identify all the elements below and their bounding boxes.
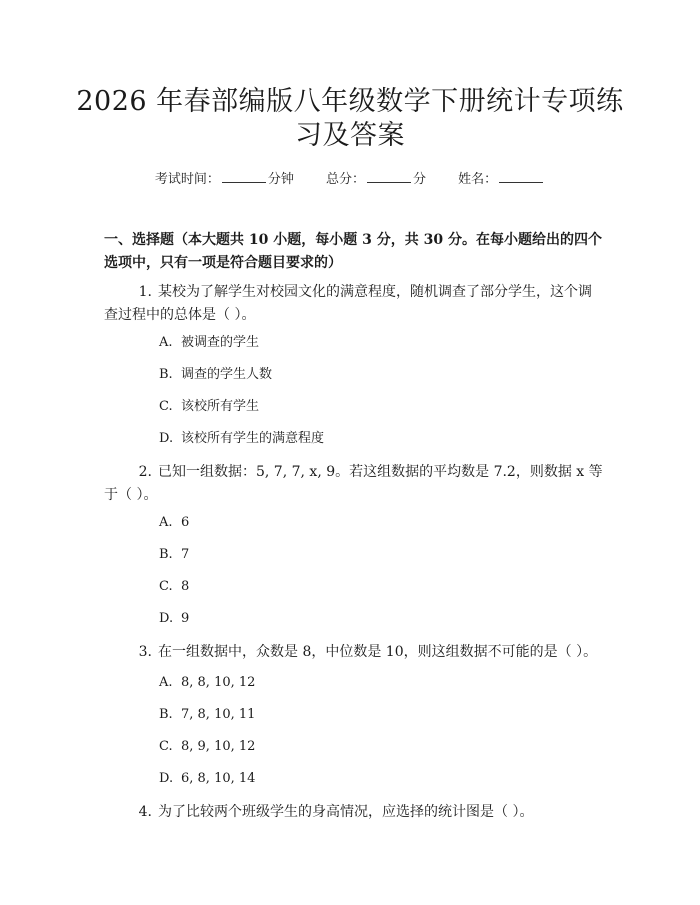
option-text: 8	[181, 579, 190, 594]
question-4	[104, 801, 604, 824]
option-letter: A.	[159, 515, 173, 530]
option-text: 该校所有学生	[181, 399, 260, 414]
option-text: 7, 8, 10, 11	[181, 707, 256, 722]
option-text: 9	[181, 611, 190, 626]
option-letter: D.	[159, 431, 174, 446]
total-score-blank	[367, 170, 411, 183]
question-2-option-d	[159, 610, 189, 628]
question-3-option-a	[159, 674, 255, 692]
question-number: 2.	[138, 464, 152, 480]
question-3-option-c	[159, 738, 255, 756]
option-letter: D.	[159, 611, 174, 626]
option-letter: D.	[159, 771, 174, 786]
total-score-label: 总分：	[325, 172, 365, 187]
question-1-option-a	[159, 334, 259, 352]
question-3	[104, 641, 604, 664]
exam-time-label: 考试时间：	[154, 172, 220, 187]
option-letter: A.	[159, 675, 173, 690]
option-text: 7	[181, 547, 190, 562]
question-1-option-c	[159, 398, 259, 416]
option-text: 该校所有学生的满意程度	[181, 431, 325, 446]
question-text: 在一组数据中，众数是 8，中位数是 10，则这组数据不可能的是（ ）。	[158, 644, 598, 660]
option-letter: C.	[159, 399, 173, 414]
student-name-blank	[499, 170, 543, 183]
question-text: 已知一组数据：5, 7, 7, x, 9。若这组数据的平均数是 7.2，则数据 x 等于（ ）。	[104, 464, 603, 503]
option-letter: B.	[159, 547, 173, 562]
option-letter: C.	[159, 579, 173, 594]
option-text: 6	[181, 515, 190, 530]
section-heading: 一、选择题（本大题共 10 小题，每小题 3 分，共 30 分。在每小题给出的四个选项中，只有一项是符合题目要求的）	[104, 232, 602, 271]
question-3-option-d	[159, 770, 255, 788]
question-number: 3.	[138, 644, 152, 660]
total-score-unit: 分	[413, 172, 427, 187]
question-text: 某校为了解学生对校园文化的满意程度，随机调查了部分学生，这个调查过程中的总体是（ ）。	[104, 284, 592, 323]
option-text: 被调查的学生	[181, 335, 260, 350]
question-1-option-b	[159, 366, 272, 384]
question-2	[104, 461, 604, 507]
option-text: 8, 9, 10, 12	[181, 739, 256, 754]
page-title-line-1: 2026 年春部编版八年级数学下册统计专项练	[76, 86, 624, 117]
option-letter: A.	[159, 335, 173, 350]
student-name	[458, 170, 545, 189]
option-letter: B.	[159, 707, 173, 722]
question-1-option-d	[159, 430, 324, 448]
option-text: 调查的学生人数	[181, 367, 273, 382]
question-2-option-a	[159, 514, 189, 532]
exam-time	[155, 170, 294, 189]
question-1	[104, 281, 604, 327]
option-letter: C.	[159, 739, 173, 754]
question-number: 1.	[138, 284, 152, 300]
question-2-option-b	[159, 546, 189, 564]
option-text: 8, 8, 10, 12	[181, 675, 256, 690]
question-2-option-c	[159, 578, 189, 596]
question-number: 4.	[138, 804, 152, 820]
exam-meta	[0, 170, 700, 189]
total-score	[326, 170, 426, 189]
question-text: 为了比较两个班级学生的身高情况，应选择的统计图是（ ）。	[158, 804, 534, 820]
exam-time-unit: 分钟	[267, 172, 294, 187]
option-text: 6, 8, 10, 14	[181, 771, 256, 786]
student-name-label: 姓名：	[458, 172, 498, 187]
question-3-option-b	[159, 706, 255, 724]
exam-time-blank	[222, 170, 266, 183]
page-title-line-2: 习及答案	[295, 120, 405, 151]
option-letter: B.	[159, 367, 173, 382]
